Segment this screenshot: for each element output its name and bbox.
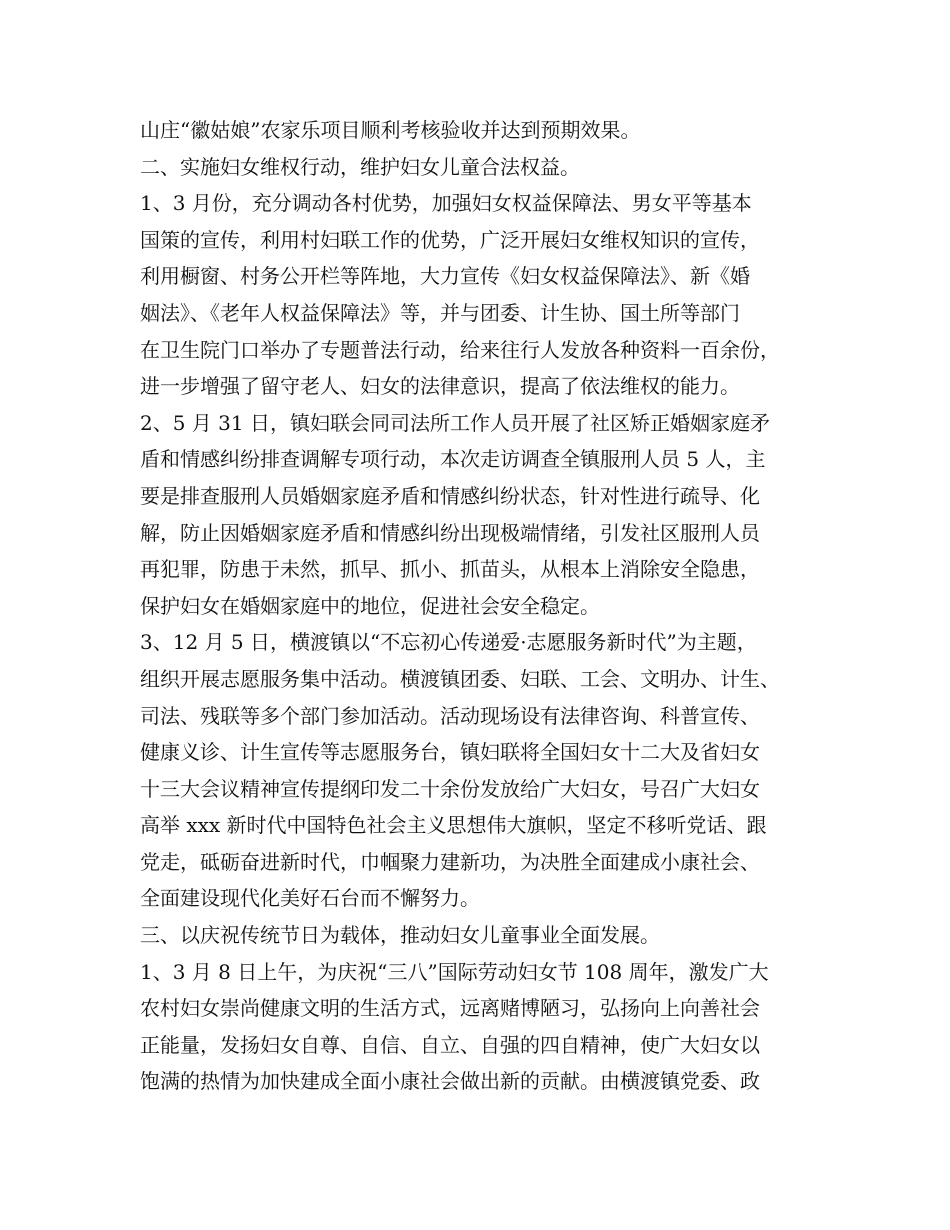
text-line: 1、3 月份，充分调动各村优势，加强妇女权益保障法、男女平等基本 bbox=[140, 191, 752, 216]
text-line: 高举 xxx 新时代中国特色社会主义思想伟大旗帜，坚定不移听党话、跟 bbox=[140, 813, 767, 838]
text-line: 1、3 月 8 日上午，为庆祝“三八”国际劳动妇女节 108 周年，激发广大 bbox=[140, 959, 769, 984]
text-line: 盾和情感纠纷排查调解专项行动，本次走访调查全镇服刑人员 5 人，主 bbox=[140, 447, 766, 472]
text-line: 保护妇女在婚姻家庭中的地位，促进社会安全稳定。 bbox=[140, 593, 600, 618]
text-line: 全面建设现代化美好石台而不懈努力。 bbox=[140, 886, 480, 911]
text-line: 3、12 月 5 日，横渡镇以“不忘初心传递爱·志愿服务新时代”为主题， bbox=[140, 630, 757, 655]
text-line: 十三大会议精神宣传提纲印发二十余份发放给广大妇女，号召广大妇女 bbox=[140, 776, 760, 801]
text-line: 利用橱窗、村务公开栏等阵地，大力宣传《妇女权益保障法》、新《婚 bbox=[140, 264, 750, 289]
text-line: 饱满的热情为加快建成全面小康社会做出新的贡献。由横渡镇党委、政 bbox=[140, 1069, 760, 1094]
text-line: 党走，砥砺奋进新时代，巾帼聚力建新功，为决胜全面建成小康社会、 bbox=[140, 849, 760, 874]
text-line: 进一步增强了留守老人、妇女的法律意识，提高了依法维权的能力。 bbox=[140, 374, 740, 399]
text-line: 国策的宣传，利用村妇联工作的优势，广泛开展妇女维权知识的宣传， bbox=[140, 227, 760, 252]
text-line: 正能量，发扬妇女自尊、自信、自立、自强的四自精神，使广大妇女以 bbox=[140, 1032, 760, 1057]
document-body bbox=[140, 112, 830, 1100]
section-heading: 三、以庆祝传统节日为载体，推动妇女儿童事业全面发展。 bbox=[140, 923, 660, 948]
text-line: 健康义诊、计生宣传等志愿服务台，镇妇联将全国妇女十二大及省妇女 bbox=[140, 740, 760, 765]
text-line: 组织开展志愿服务集中活动。横渡镇团委、妇联、工会、文明办、计生、 bbox=[140, 666, 780, 691]
text-line: 解，防止因婚姻家庭矛盾和情感纠纷出现极端情绪，引发社区服刑人员 bbox=[140, 520, 760, 545]
text-line: 要是排查服刑人员婚姻家庭矛盾和情感纠纷状态，针对性进行疏导、化 bbox=[140, 483, 760, 508]
section-heading: 二、实施妇女维权行动，维护妇女儿童合法权益。 bbox=[140, 154, 580, 179]
text-line: 姻法》、《老年人权益保障法》等，并与团委、计生协、国土所等部门 bbox=[140, 300, 740, 325]
text-line: 2、5 月 31 日，镇妇联会同司法所工作人员开展了社区矫正婚姻家庭矛 bbox=[140, 410, 770, 435]
text-line: 司法、残联等多个部门参加活动。活动现场设有法律咨询、科普宣传、 bbox=[140, 703, 760, 728]
text-line: 再犯罪，防患于未然，抓早、抓小、抓苗头，从根本上消除安全隐患， bbox=[140, 557, 760, 582]
text-line: 山庄“徽姑娘”农家乐项目顺利考核验收并达到预期效果。 bbox=[140, 118, 641, 142]
text-line: 在卫生院门口举办了专题普法行动，给来往行人发放各种资料一百余份， bbox=[140, 337, 780, 362]
text-line: 农村妇女崇尚健康文明的生活方式，远离赌博陋习，弘扬向上向善社会 bbox=[140, 996, 760, 1021]
